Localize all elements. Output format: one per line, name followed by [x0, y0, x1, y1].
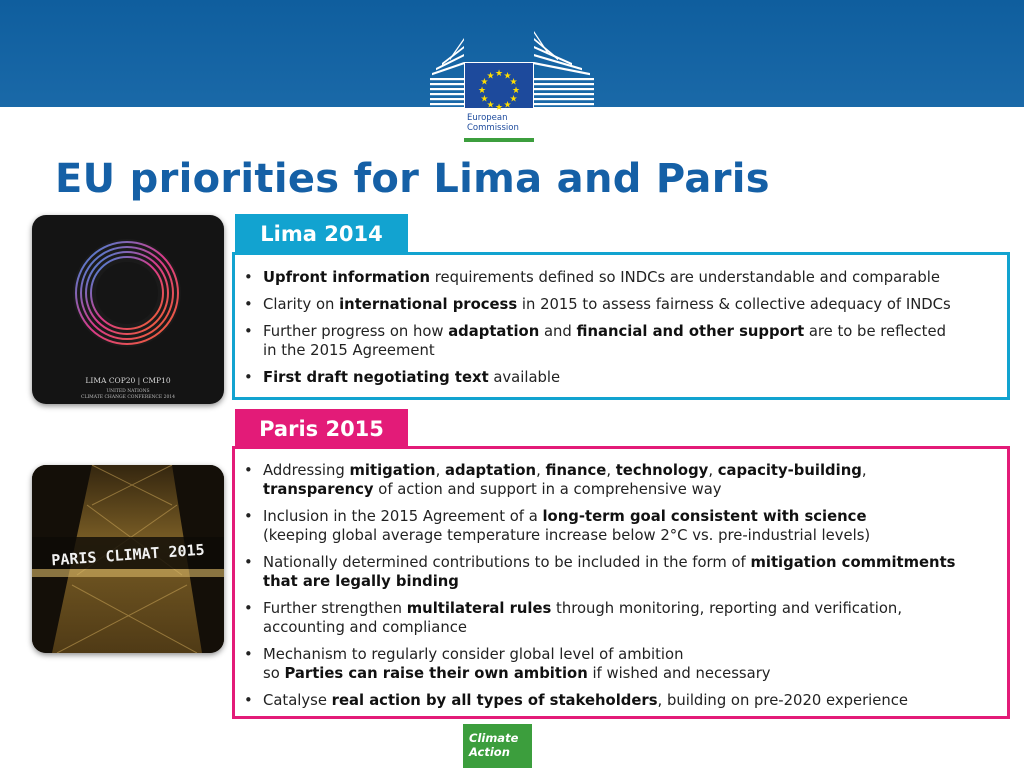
- lima-cop20-photo: [32, 215, 224, 404]
- list-item: • Clarity on international process in 2015 to assess fairness & collective adequacy of INDCs: [238, 295, 1007, 314]
- svg-text:Commission: Commission: [467, 123, 519, 133]
- svg-text:★: ★: [477, 86, 487, 96]
- svg-text:European: European: [467, 113, 508, 123]
- svg-text:★: ★: [494, 103, 504, 113]
- svg-text:CLIMATE CHANGE CONFERENCE 2014: CLIMATE CHANGE CONFERENCE 2014: [80, 395, 176, 400]
- paris-priorities-box: [232, 446, 1010, 719]
- list-item: • Addressing mitigation, adaptation, finance, technology, capacity-building, transparency of action and support in a comprehensive way: [238, 461, 1007, 499]
- tab-lima-2014: Lima 2014: [235, 214, 408, 253]
- list-item: • Further strengthen multilateral rules through monitoring, reporting and verification, accounting and compliance: [238, 599, 1007, 637]
- list-item: • Inclusion in the 2015 Agreement of a long-term goal consistent with science (keeping global average temperature increase below 2°C vs. pre-industrial levels): [238, 507, 1007, 545]
- list-item: • Further progress on how adaptation and financial and other support are to be reflected in the 2015 Agreement: [238, 322, 1007, 360]
- svg-text:★: ★: [511, 86, 521, 96]
- paris-eiffel-tower-photo: [32, 465, 224, 653]
- european-commission-logo: [430, 28, 600, 142]
- paris-priorities-list: [238, 461, 1007, 710]
- lima-priorities-list: [238, 268, 1007, 387]
- svg-text:★: ★: [494, 69, 504, 79]
- page-title: EU priorities for Lima and Paris: [55, 156, 770, 202]
- lima-priorities-box: [232, 252, 1010, 400]
- svg-text:★: ★: [503, 100, 512, 111]
- svg-text:★: ★: [480, 77, 489, 88]
- climate-action-badge: Climate Action: [463, 724, 532, 768]
- list-item: • First draft negotiating text available: [238, 368, 1007, 387]
- list-item: • Upfront information requirements defined so INDCs are understandable and comparable: [238, 268, 1007, 287]
- svg-text:★: ★: [503, 71, 512, 82]
- list-item: • Catalyse real action by all types of stakeholders, building on pre-2020 experience: [238, 691, 1007, 710]
- svg-text:★: ★: [509, 77, 518, 88]
- svg-text:★: ★: [486, 100, 495, 111]
- list-item: • Mechanism to regularly consider global level of ambition so Parties can raise their own ambition if wished and necessary: [238, 645, 1007, 683]
- svg-text:PARIS CLIMAT 2015: PARIS CLIMAT 2015: [50, 540, 206, 570]
- svg-text:LIMA COP20 | CMP10: LIMA COP20 | CMP10: [85, 376, 171, 385]
- list-item: • Nationally determined contributions to be included in the form of mitigation commitments that are legally binding: [238, 553, 1007, 591]
- svg-text:★: ★: [480, 94, 489, 105]
- svg-text:UNITED NATIONS: UNITED NATIONS: [106, 389, 150, 394]
- svg-text:★: ★: [486, 71, 495, 82]
- tab-paris-2015: Paris 2015: [235, 409, 408, 448]
- svg-text:★: ★: [509, 94, 518, 105]
